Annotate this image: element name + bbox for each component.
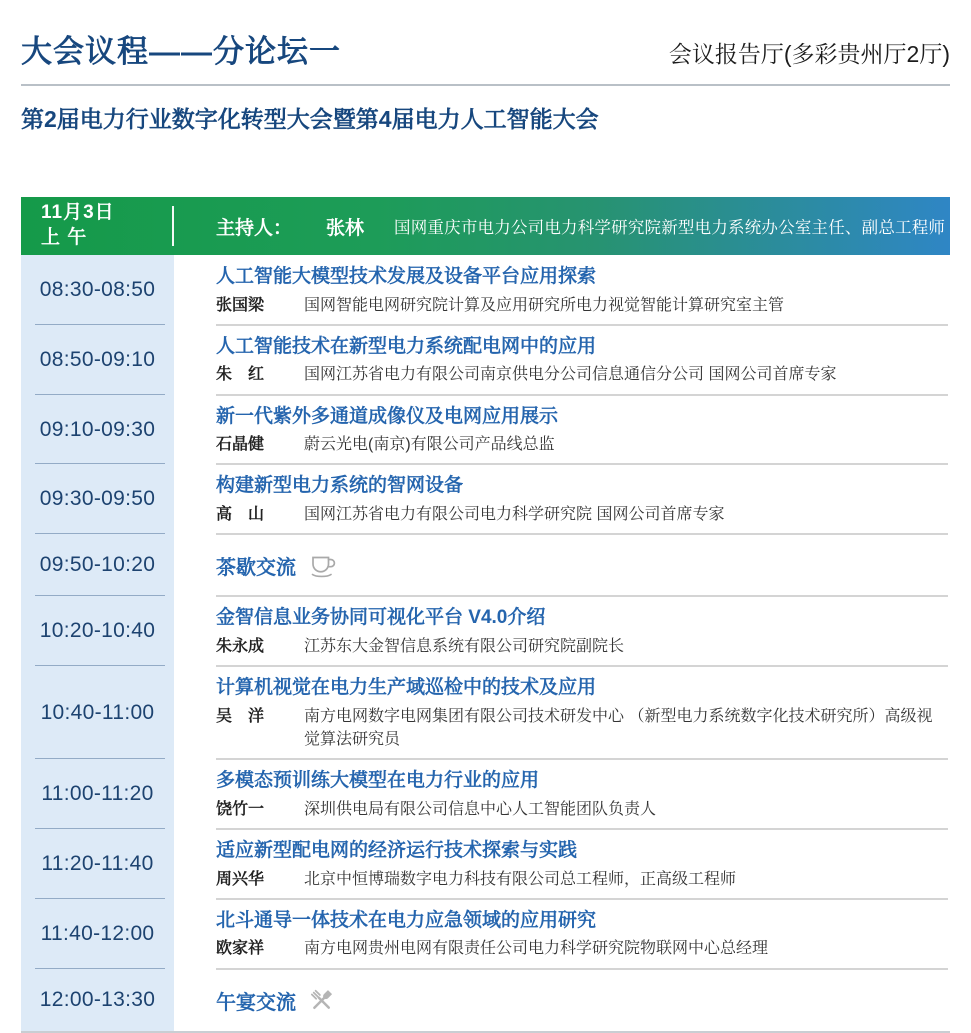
time-cell: 12:00-13:30 xyxy=(21,969,174,1031)
session-period: 上 午 xyxy=(41,227,88,248)
row-content xyxy=(174,395,950,465)
conference-subtitle: 第2届电力行业数字化转型大会暨第4届电力人工智能大会 xyxy=(21,106,599,132)
speaker-line xyxy=(216,294,946,317)
schedule-table xyxy=(21,255,950,1033)
talk-title: 计算机视觉在电力生产域巡检中的技术及应用 xyxy=(216,677,597,699)
break-title: 茶歇交流 xyxy=(216,557,296,580)
speaker-affiliation: 国网江苏省电力有限公司电力科学研究院 国网公司首席专家 xyxy=(304,506,725,524)
speaker-line xyxy=(216,363,946,386)
table-row xyxy=(21,395,950,465)
row-content xyxy=(174,325,950,395)
speaker-affiliation: 南方电网贵州电网有限责任公司电力科学研究院物联网中心总经理 xyxy=(304,940,769,958)
talk-title: 新一代紫外多通道成像仪及电网应用展示 xyxy=(216,405,559,427)
talk-title: 构建新型电力系统的智网设备 xyxy=(216,475,464,497)
speaker-line xyxy=(216,705,946,751)
speaker-name: 饶竹一 xyxy=(216,800,265,818)
speaker-line xyxy=(216,868,946,891)
time-cell: 11:20-11:40 xyxy=(21,829,174,899)
fork-knife-icon xyxy=(308,987,335,1014)
break-title: 午宴交流 xyxy=(216,991,296,1014)
speaker-affiliation: 南方电网数字电网集团有限公司技术研发中心 （新型电力系统数字化技术研究所）高级视觉算法研究员 xyxy=(304,707,933,748)
row-content xyxy=(174,534,950,596)
host-title: 国网重庆市电力公司电力科学研究院新型电力系统办公室主任、副总工程师 xyxy=(394,219,946,237)
talk-title: 人工智能大模型技术发展及设备平台应用探索 xyxy=(216,266,597,287)
speaker-name: 石晶健 xyxy=(216,436,265,454)
table-row xyxy=(21,325,950,395)
speaker-name: 周兴华 xyxy=(216,870,265,888)
talk-title: 金智信息业务协同可视化平台 V4.0介绍 xyxy=(216,607,546,629)
speaker-name: 朱永成 xyxy=(216,637,265,655)
venue-label: 会议报告厅(多彩贵州厅2厅) xyxy=(668,41,950,67)
speaker-line xyxy=(216,937,946,960)
speaker-name: 张国梁 xyxy=(216,296,265,314)
row-content xyxy=(174,596,950,666)
talk-title: 适应新型配电网的经济运行技术探索与实践 xyxy=(216,839,578,861)
session-host-info xyxy=(174,197,950,255)
table-row xyxy=(21,464,950,534)
talk-title: 北斗通导一体技术在电力应急领域的应用研究 xyxy=(216,909,597,931)
table-row xyxy=(21,829,950,899)
speaker-affiliation: 国网智能电网研究院计算及应用研究所电力视觉智能计算研究室主管 xyxy=(304,296,785,314)
row-content xyxy=(174,899,950,969)
time-cell: 09:10-09:30 xyxy=(21,395,174,465)
row-content xyxy=(174,829,950,899)
speaker-affiliation: 蔚云光电(南京)有限公司产品线总监 xyxy=(304,436,555,454)
break-line xyxy=(216,551,946,580)
session-date-cell xyxy=(21,197,174,255)
speaker-name: 欧家祥 xyxy=(216,940,265,958)
speaker-affiliation: 江苏东大金智信息系统有限公司研究院副院长 xyxy=(304,637,625,655)
time-cell: 11:40-12:00 xyxy=(21,899,174,969)
speaker-name: 吴 洋 xyxy=(216,707,265,725)
vertical-divider xyxy=(172,206,174,246)
tea-cup-icon xyxy=(308,553,339,579)
time-cell: 10:40-11:00 xyxy=(21,666,174,759)
speaker-affiliation: 深圳供电局有限公司信息中心人工智能团队负责人 xyxy=(304,800,657,818)
speaker-line xyxy=(216,635,946,658)
page-header xyxy=(21,26,950,71)
host-name: 张林 xyxy=(326,217,365,239)
speaker-name: 高 山 xyxy=(216,506,265,524)
speaker-affiliation: 国网江苏省电力有限公司南京供电分公司信息通信分公司 国网公司首席专家 xyxy=(304,366,837,384)
table-row xyxy=(21,969,950,1031)
time-cell: 09:30-09:50 xyxy=(21,464,174,534)
speaker-affiliation: 北京中恒博瑞数字电力科技有限公司总工程师，正高级工程师 xyxy=(304,870,737,888)
row-content xyxy=(174,255,950,325)
talk-title: 多模态预训练大模型在电力行业的应用 xyxy=(216,770,540,792)
session-header-bar xyxy=(21,197,950,255)
time-cell: 10:20-10:40 xyxy=(21,596,174,666)
session-date: 11月3日 xyxy=(41,202,115,224)
row-content xyxy=(174,759,950,829)
page-title: 大会议程——分论坛一 xyxy=(21,34,341,69)
table-row xyxy=(21,666,950,759)
row-content xyxy=(174,969,950,1031)
time-cell: 08:50-09:10 xyxy=(21,325,174,395)
time-cell: 09:50-10:20 xyxy=(21,534,174,596)
table-row xyxy=(21,899,950,969)
table-row xyxy=(21,596,950,666)
table-row xyxy=(21,534,950,596)
row-content xyxy=(174,464,950,534)
host-label: 主持人： xyxy=(216,217,293,239)
time-cell: 08:30-08:50 xyxy=(21,255,174,325)
speaker-line xyxy=(216,503,946,526)
row-content xyxy=(174,666,950,759)
speaker-line xyxy=(216,798,946,821)
speaker-line xyxy=(216,433,946,456)
table-row xyxy=(21,759,950,829)
speaker-name: 朱 红 xyxy=(216,366,265,384)
time-cell: 11:00-11:20 xyxy=(21,759,174,829)
talk-title: 人工智能技术在新型电力系统配电网中的应用 xyxy=(216,335,597,357)
table-row xyxy=(21,255,950,325)
header-divider-line xyxy=(21,84,950,86)
break-line xyxy=(216,986,946,1015)
